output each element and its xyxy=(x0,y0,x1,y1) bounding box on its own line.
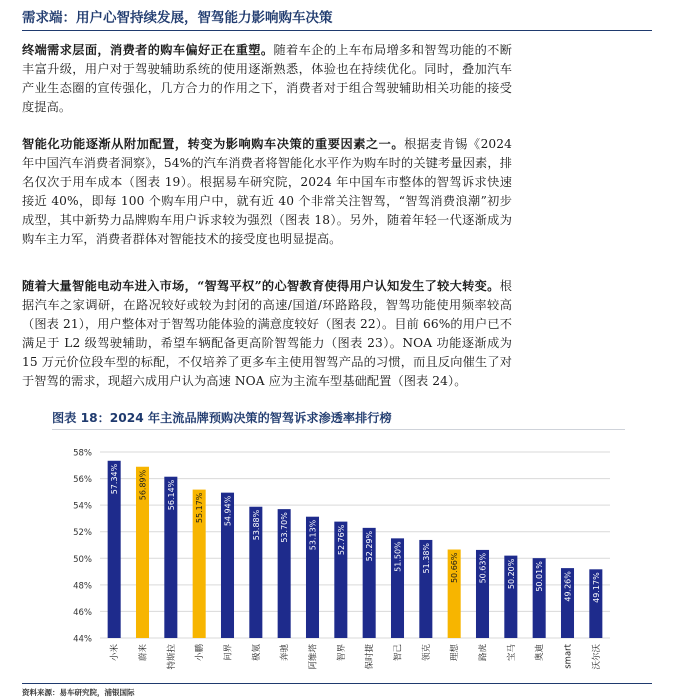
bar-chart xyxy=(52,430,625,680)
y-tick-label: 56% xyxy=(73,475,92,486)
bar-value-label: 57.34% xyxy=(110,463,120,495)
x-category-label: 领克 xyxy=(421,644,432,662)
paragraph-body: 根据汽车之家调研，在路况较好或较为封闭的高速/国道/环路路段，智驾功能使用频率较高（图表 21），用户整体对于智驾功能体验的满意度较好（图表 22）。目前 66%的用户已不满足于 L2 级驾驶辅助，希望车辆配备更高阶智驾能力（图表 23）。NOA 功能逐渐成为 15 万元价位段车型的标配，不仅培养了更多车主使用智驾产品的习惯，而且反向催生了对于智驾的需求，现超六成用户认为高速 NOA 应为主流车型基础配置（图表 24）。 xyxy=(22,279,512,388)
y-tick-label: 48% xyxy=(73,581,92,592)
paragraph-lead: 随着大量智能电动车进入市场，“智驾平权”的心智教育使得用户认知发生了较大转变。 xyxy=(22,279,500,293)
x-category-label: 保时捷 xyxy=(365,644,376,670)
bar-chart-container xyxy=(52,429,625,679)
bar-value-label: 56.89% xyxy=(138,469,148,501)
bar-value-label: 55.17% xyxy=(195,492,205,524)
figure-caption: 图表 18：2024 年主流品牌预购决策的智驾诉求渗透率排行榜 xyxy=(52,411,392,425)
x-category-label: 沃尔沃 xyxy=(591,644,602,670)
bar-value-label: 51.38% xyxy=(421,542,431,574)
bar-value-label: 50.63% xyxy=(478,552,488,584)
bar-value-label: 56.14% xyxy=(166,479,176,511)
paragraph-lead: 终端需求层面，消费者的购车偏好正在重塑。 xyxy=(22,43,274,57)
y-tick-label: 44% xyxy=(73,634,92,645)
x-category-label: 小米 xyxy=(110,644,121,662)
section-heading: 需求端：用户心智持续发展，智驾能力影响购车决策 xyxy=(22,6,652,31)
paragraph-body: 根据麦肯锡《2024 年中国汽车消费者洞察》，54%的汽车消费者将智能化水平作为购车时的关键考量因素，排名仅次于用车成本（图表 19）。根据易车研究院，2024 年中国车市整体的智驾诉求快速接近 40%，即每 100 个购车用户中，就有近 40 个非常关注智驾，“智驾消费浪潮”初步成型，其中新势力品牌购车用户诉求较为强烈（图表 18）。另外，随着年轻一代逐渐成为购车主力军，消费者群体对智能技术的接受度也明显提高。 xyxy=(22,137,512,246)
bar-value-label: 52.76% xyxy=(336,524,346,556)
x-category-label: 理想 xyxy=(450,644,461,662)
bar-value-label: 51.50% xyxy=(393,541,403,572)
paragraph-consumer-preference xyxy=(22,41,512,117)
bar-value-label: 49.17% xyxy=(591,572,601,603)
x-category-label: 特斯拉 xyxy=(166,644,177,670)
bar-value-label: 50.66% xyxy=(450,552,460,584)
bar-value-label: 49.26% xyxy=(563,571,573,602)
bar-value-label: 50.01% xyxy=(535,561,545,592)
bar-value-label: 53.13% xyxy=(308,519,318,551)
paragraph-body: 随着车企的上车布局增多和智驾功能的不断丰富升级，用户对于驾驶辅助系统的使用逐渐熟悉，体验也在持续优化。同时，叠加汽车产业生态圈的宣传强化，几方合力的作用之下，消费者对于组合驾驶辅助相关功能的接受度提高。 xyxy=(22,43,513,114)
bar-value-label: 52.29% xyxy=(365,530,375,562)
y-tick-label: 46% xyxy=(73,607,92,618)
paragraph-user-awareness xyxy=(22,277,512,391)
x-category-label: 奔驰 xyxy=(280,644,291,662)
bar-value-label: 50.20% xyxy=(506,558,516,590)
x-category-label: 极氪 xyxy=(251,644,262,662)
y-tick-label: 50% xyxy=(73,554,92,565)
y-tick-label: 52% xyxy=(73,528,92,539)
x-category-label: 宝马 xyxy=(506,644,517,662)
bar-value-label: 53.88% xyxy=(251,509,261,541)
x-category-label: smart xyxy=(563,644,574,669)
y-tick-label: 58% xyxy=(73,448,92,459)
x-category-label: 小鹏 xyxy=(195,644,206,662)
x-category-label: 蔚来 xyxy=(138,644,149,662)
x-category-label: 问界 xyxy=(223,644,234,662)
paragraph-lead: 智能化功能逐渐从附加配置，转变为影响购车决策的重要因素之一。 xyxy=(22,137,405,151)
x-category-label: 智己 xyxy=(393,644,404,662)
x-category-label: 奥迪 xyxy=(535,644,546,662)
bar-value-label: 54.94% xyxy=(223,495,233,527)
source-note: 资料来源：易车研究院，浦银国际 xyxy=(22,683,652,698)
bar-value-label: 53.70% xyxy=(280,512,290,543)
y-tick-label: 54% xyxy=(73,501,92,512)
x-category-label: 阿维塔 xyxy=(308,644,319,670)
paragraph-smart-features xyxy=(22,135,512,249)
x-category-label: 智界 xyxy=(336,644,347,662)
x-category-label: 路虎 xyxy=(478,644,489,662)
